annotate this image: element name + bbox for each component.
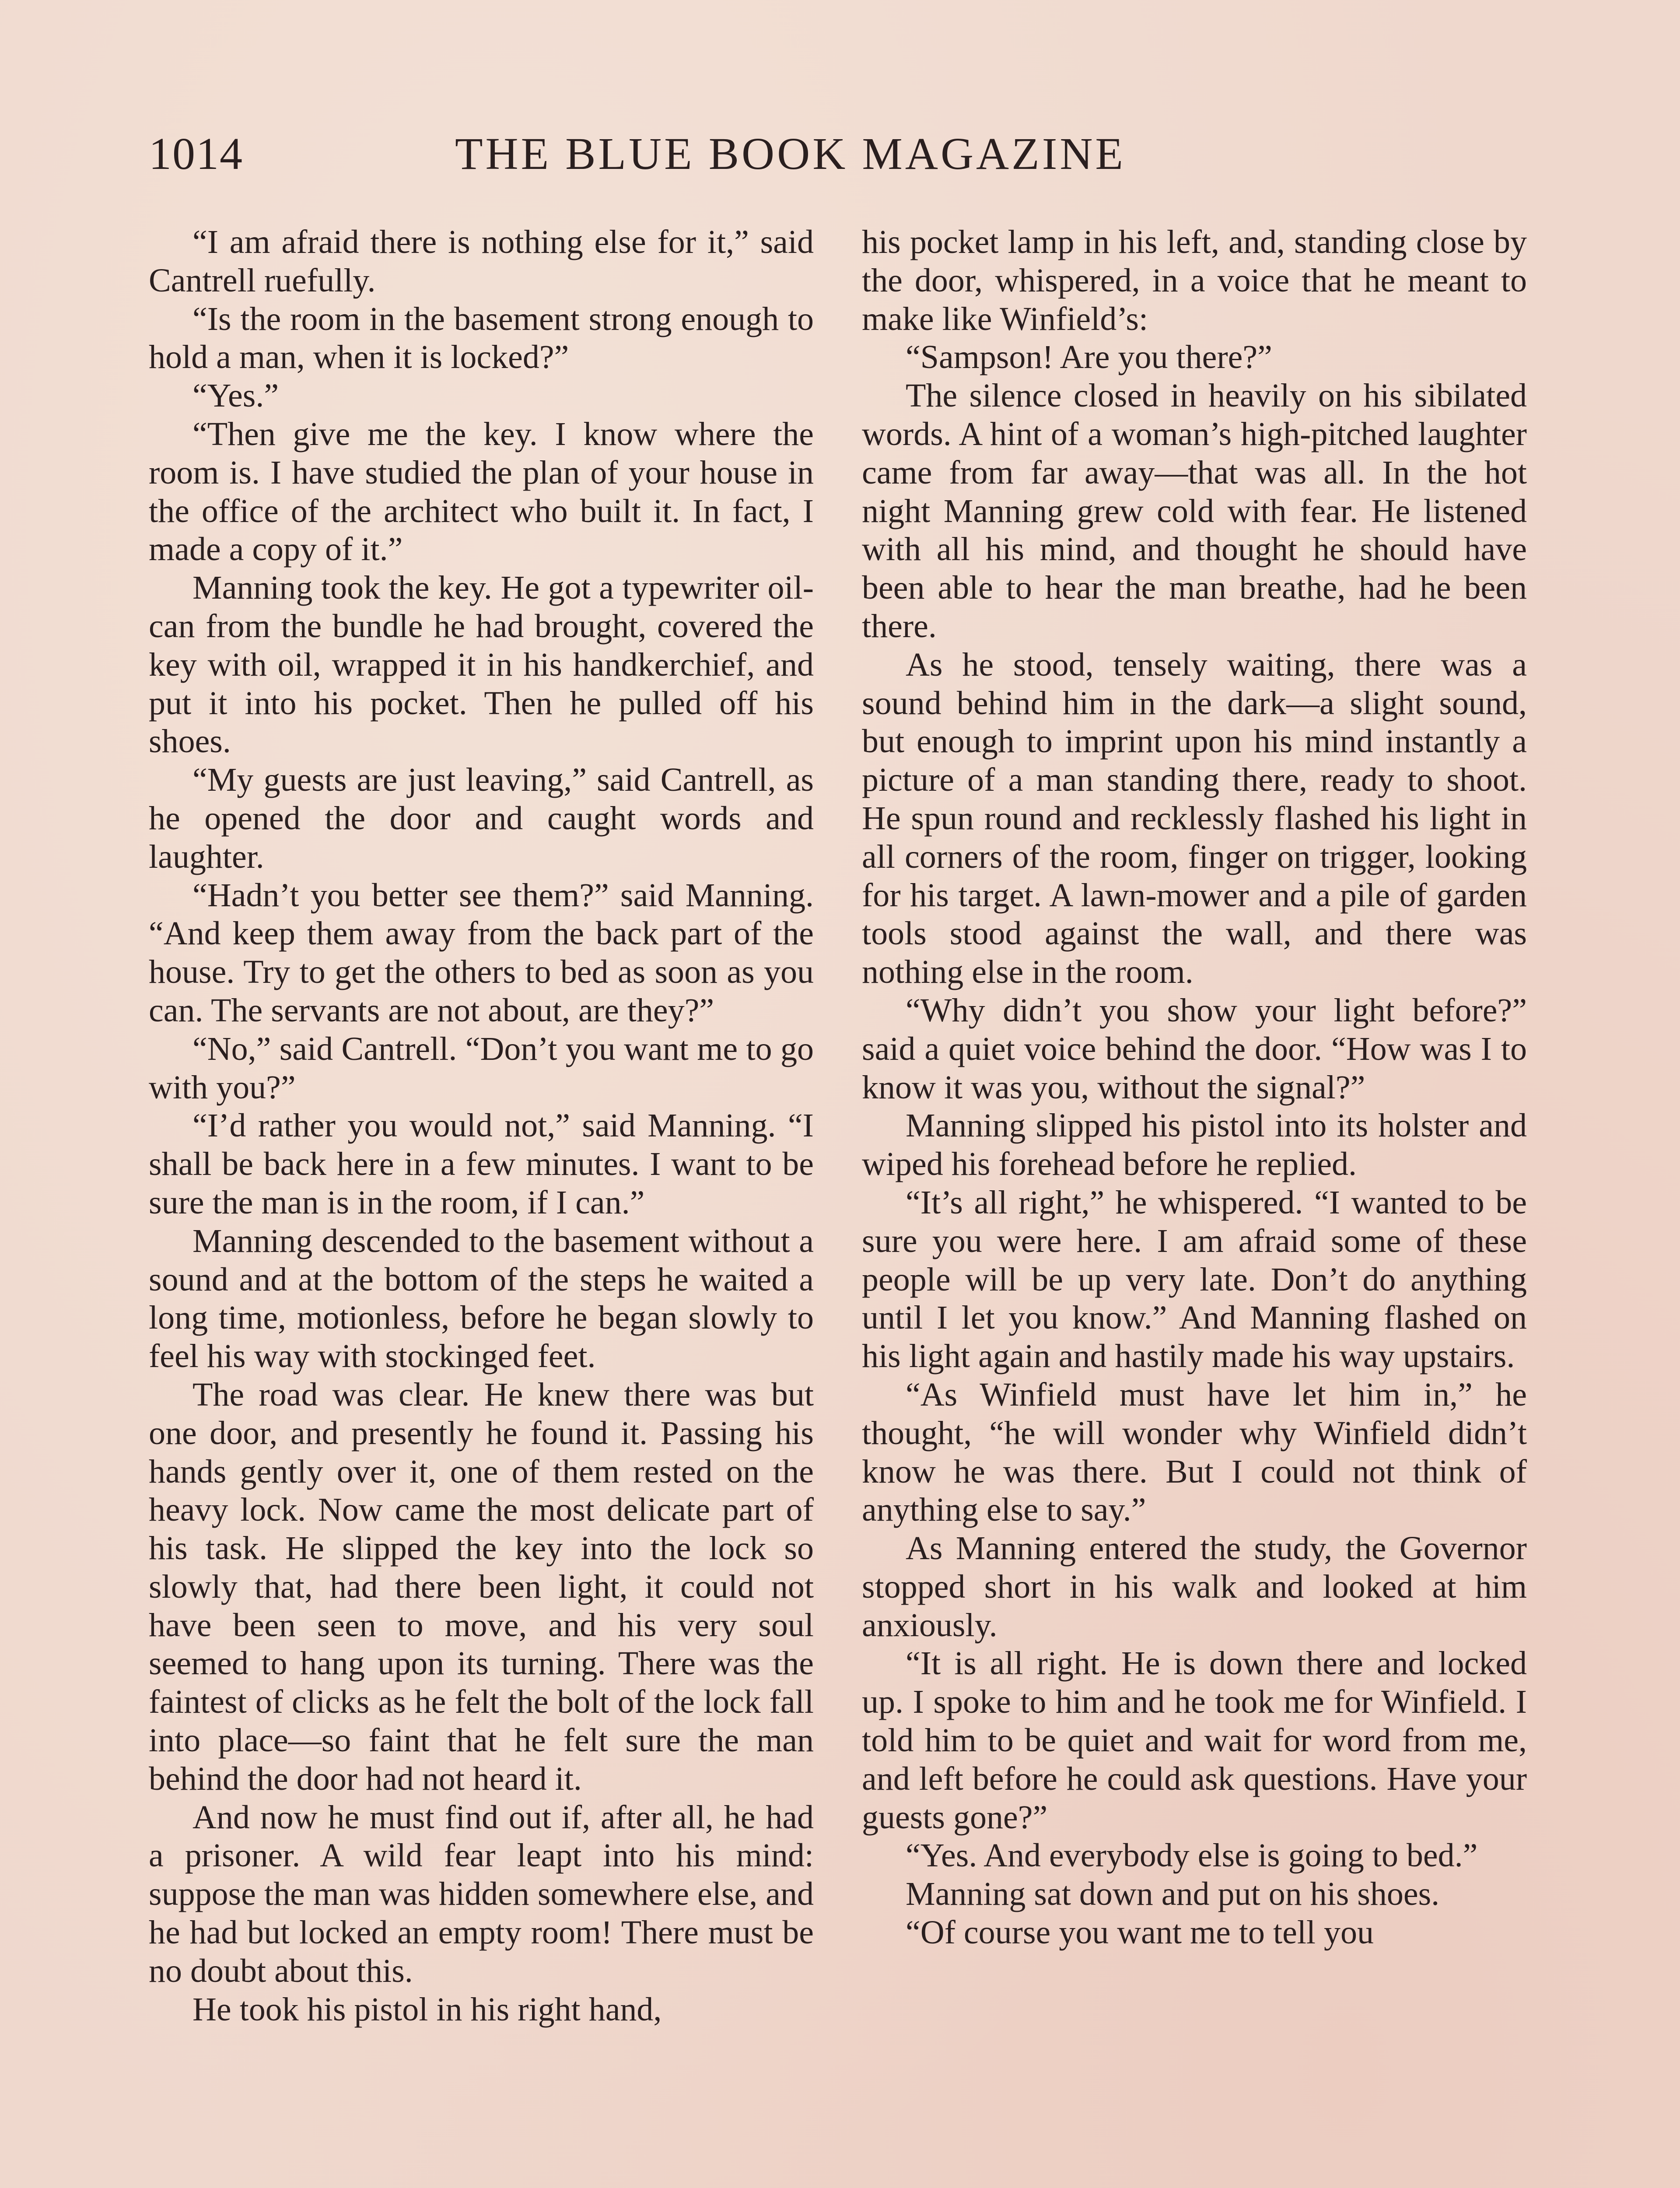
paragraph: “Yes. And everybody else is going to bed.”: [906, 1837, 1478, 1874]
paragraph: “I’d rather you would not,” said Manning. “I shall be back here in a few minutes. I want to be sure the man is in the room, if I can.”: [149, 1107, 814, 1221]
paragraph: As he stood, tensely waiting, there was a sound behind him in the dark—a slight sound, but enough to imprint upon his mind instantly a picture of a man standing there, ready to shoot. He spun round and recklessly flashed his light in all corners of the room, finger on trigger, looking for his target. A lawn-mower and a pile of garden tools stood against the wall, and there was nothing else in the room.: [862, 646, 1527, 991]
paragraph: “Why didn’t you show your light before?” said a quiet voice behind the door. “How was I to know it was you, without the signal?”: [862, 992, 1527, 1106]
paragraph: As Manning entered the study, the Governor stopped short in his walk and looked at him anxiously.: [862, 1530, 1527, 1644]
paragraph: “It is all right. He is down there and locked up. I spoke to him and he took me for Winfield. I told him to be quiet and wait for word from me, and left before he could ask questions. Have your guests gone?”: [862, 1645, 1527, 1836]
page-header: [149, 127, 1536, 188]
paragraph: “I am afraid there is nothing else for it,” said Cantrell ruefully.: [149, 224, 814, 299]
paragraph: “Then give me the key. I know where the room is. I have studied the plan of your house in the office of the architect who built it. In fact, I made a copy of it.”: [149, 415, 814, 568]
paragraph: Manning descended to the basement without a sound and at the bottom of the steps he waited a long time, motionless, before he began slowly to feel his way with stockinged feet.: [149, 1222, 814, 1375]
paragraph: “As Winfield must have let him in,” he thought, “he will wonder why Winfield didn’t know he was there. But I could not think of anything else to say.”: [862, 1376, 1527, 1529]
paragraph: “No,” said Cantrell. “Don’t you want me to go with you?”: [149, 1030, 814, 1106]
paragraph: The silence closed in heavily on his sibilated words. A hint of a woman’s high-pitched laughter came from far away—that was all. In the hot night Manning grew cold with fear. He listened with all his mind, and thought he should have been able to hear the man breathe, had he been there.: [862, 377, 1527, 645]
paragraph: Manning took the key. He got a typewriter oil-can from the bundle he had brought, covered the key with oil, wrapped it in his handkerchief, and put it into his pocket. Then he pulled off his shoes.: [149, 569, 814, 760]
paragraph: “Sampson! Are you there?”: [906, 339, 1272, 376]
paragraph: “It’s all right,” he whispered. “I wanted to be sure you were here. I am afraid some of these people will be up very late. Don’t do anything until I let you know.” And Manning flashed on his light again and hastily made his way upstairs.: [862, 1184, 1527, 1375]
paragraph: Manning sat down and put on his shoes.: [906, 1876, 1440, 1913]
paragraph: “Is the room in the basement strong enough to hold a man, when it is locked?”: [149, 300, 814, 376]
left-column: [149, 223, 814, 2188]
paragraph: He took his pistol in his right hand,: [192, 1991, 662, 2028]
paragraph: “Yes.”: [192, 377, 279, 414]
paragraph: “My guests are just leaving,” said Cantrell, as he opened the door and caught words and laughter.: [149, 761, 814, 875]
magazine-title: THE BLUE BOOK MAGAZINE: [455, 129, 1126, 179]
paragraph: The road was clear. He knew there was but one door, and presently he found it. Passing his hands gently over it, one of them rested on the heavy lock. Now came the most delicate part of his task. He slipped the key into the lock so slowly that, had there been light, it could not have been seen to move, and his very soul seemed to hang upon its turning. There was the faintest of clicks as he felt the bolt of the lock fall into place—so faint that he felt sure the man behind the door had not heard it.: [149, 1376, 814, 1797]
paragraph: “Hadn’t you better see them?” said Manning. “And keep them away from the back part of the house. Try to get the others to bed as soon as you can. The servants are not about, are they?”: [149, 877, 814, 1029]
continued-paragraph: his pocket lamp in his left, and, standing close by the door, whispered, in a voice that he meant to make like Winfield’s:: [862, 224, 1527, 337]
paragraph: And now he must find out if, after all, he had a prisoner. A wild fear leapt into his mind: suppose the man was hidden somewhere else, and he had but locked an empty room! There must be no doubt about this.: [149, 1799, 814, 1989]
text-columns: [149, 223, 1536, 2188]
paragraph: “Of course you want me to tell you: [906, 1914, 1374, 1951]
right-column: [862, 223, 1527, 2188]
paragraph: Manning slipped his pistol into its holster and wiped his forehead before he replied.: [862, 1107, 1527, 1183]
page-number: 1014: [149, 129, 243, 179]
